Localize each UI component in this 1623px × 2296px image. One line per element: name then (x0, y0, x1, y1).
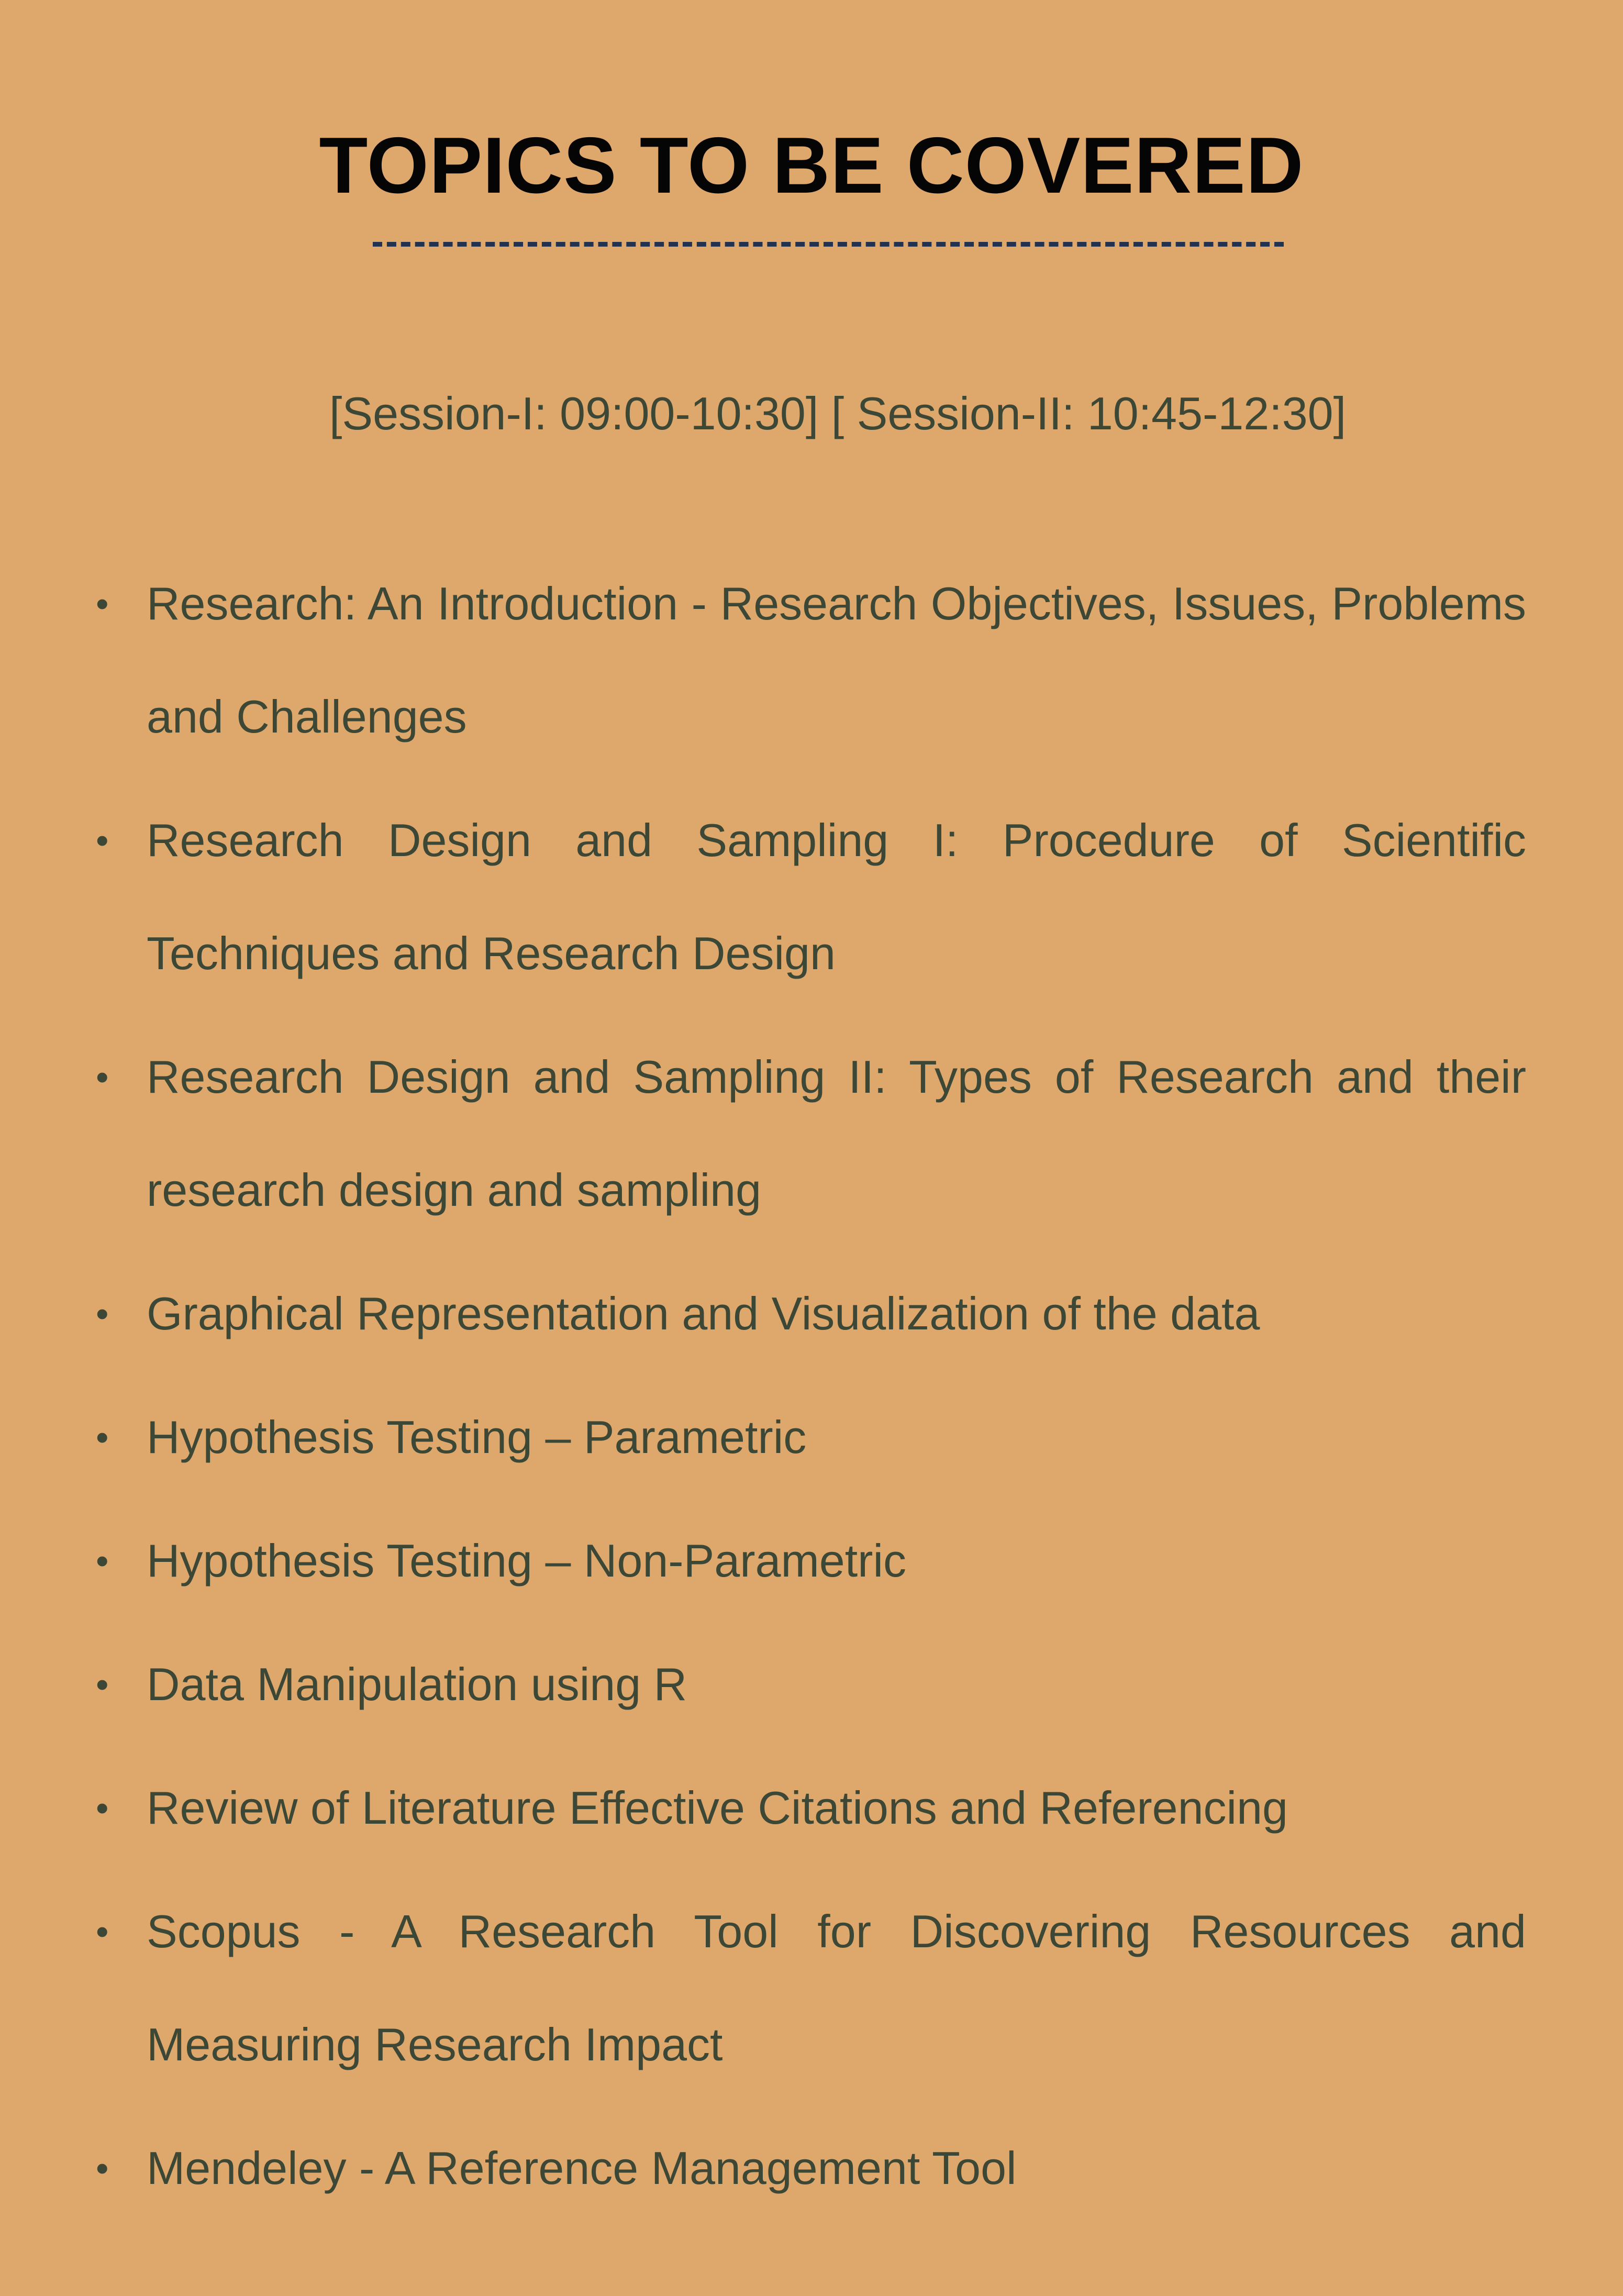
topic-text: Research: An Introduction - Research Objectives, Issues, Problems and Challenges (147, 578, 1526, 742)
topic-text: Review of Literature Effective Citations and Referencing (147, 1782, 1288, 1834)
bullet-icon: • (96, 2148, 109, 2189)
topic-text: Graphical Representation and Visualization of the data (147, 1288, 1260, 1339)
topic-text: Research Design and Sampling II: Types of Research and their research design and sampling (147, 1051, 1526, 1216)
bullet-icon: • (96, 1664, 109, 1705)
list-item (0, 1751, 1526, 1865)
bullet-icon: • (96, 1293, 109, 1334)
topic-text: Hypothesis Testing – Non-Parametric (147, 1535, 907, 1587)
topic-text: Hypothesis Testing – Parametric (147, 1411, 807, 1463)
list-item (0, 2112, 1526, 2225)
list-item (0, 547, 1526, 773)
topic-text: Mendeley - A Reference Management Tool (147, 2142, 1017, 2194)
bullet-icon: • (96, 820, 109, 861)
topic-text: Data Manipulation using R (147, 1658, 687, 1710)
topic-text: Research Design and Sampling I: Procedure of Scientific Techniques and Research Design (147, 814, 1526, 979)
bullet-icon: • (96, 583, 109, 624)
page-title: TOPICS TO BE COVERED (319, 121, 1304, 210)
list-item (0, 1381, 1526, 1494)
list-item (0, 1257, 1526, 1370)
title-divider (373, 242, 1284, 247)
list-item (0, 1628, 1526, 1741)
bullet-icon: • (96, 1788, 109, 1828)
bullet-icon: • (96, 1057, 109, 1097)
bullet-icon: • (96, 1417, 109, 1458)
list-item (0, 784, 1526, 1010)
list-item (0, 1504, 1526, 1617)
topic-text: Scopus - A Research Tool for Discovering Resources and Measuring Research Impact (147, 1905, 1526, 2070)
session-times: [Session-I: 09:00-10:30] [ Session-II: 10:45-12:30] (329, 387, 1347, 439)
bullet-icon: • (96, 1911, 109, 1952)
list-item (0, 1875, 1526, 2101)
topics-list (0, 547, 1623, 2235)
bullet-icon: • (96, 1540, 109, 1581)
list-item (0, 1021, 1526, 1247)
